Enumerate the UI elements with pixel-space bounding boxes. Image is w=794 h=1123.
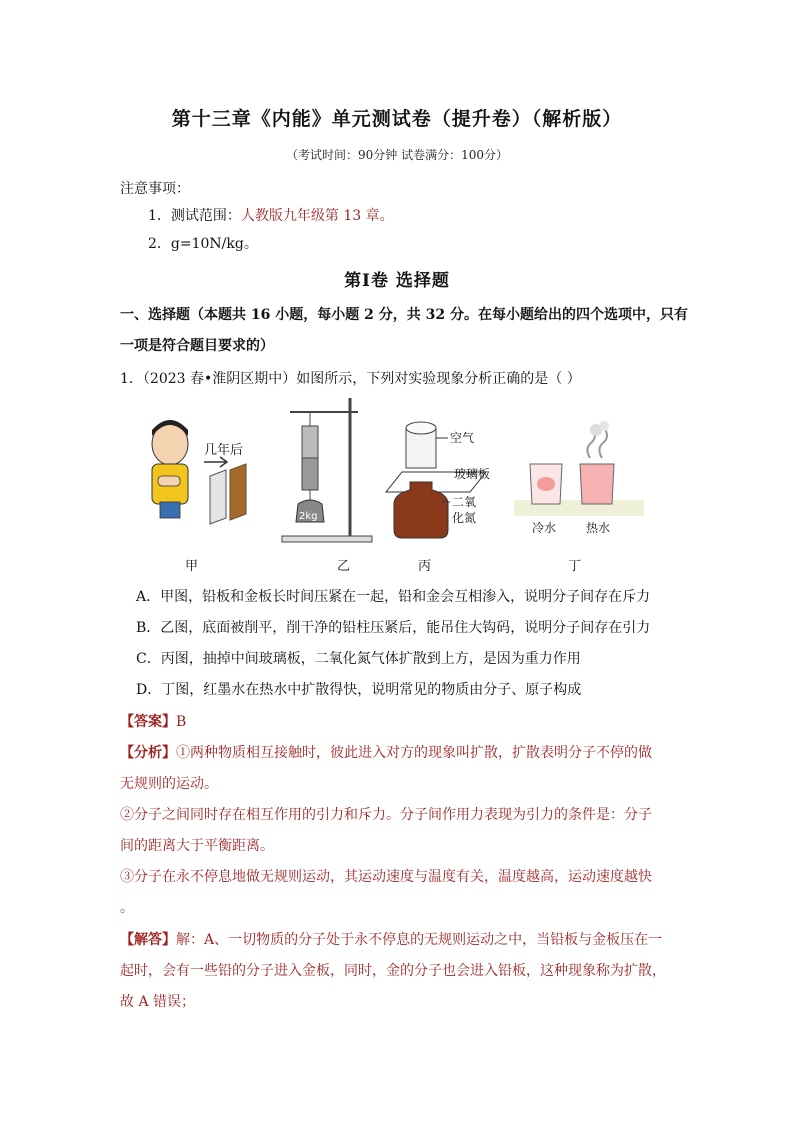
solution-line-1 <box>120 929 662 949</box>
figure-caption-ding: 丁 <box>568 559 582 574</box>
section-instruction-2: 一项是符合题目要求的） <box>120 338 274 354</box>
analysis-tag: 【分析】 <box>120 745 176 761</box>
option-a: A．甲图，铅板和金板长时间压紧在一起，铅和金会互相渗入，说明分子间存在斥力 <box>136 589 651 605</box>
notes-item-1 <box>148 205 394 225</box>
solution-line-3: 故 A 错误； <box>120 994 196 1010</box>
figure-weight-label: 2kg <box>299 511 318 522</box>
option-d: D．丁图，红墨水在热水中扩散得快，说明常见的物质由分子、原子构成 <box>136 682 582 698</box>
solution-tag: 【解答】 <box>120 932 176 948</box>
analysis-line-6: 。 <box>120 900 134 916</box>
answer-line <box>120 711 186 731</box>
figure-yi <box>282 398 372 542</box>
analysis-line-3: ②分子之间同时存在相互作用的引力和斥力。分子间作用力表现为引力的条件是：分子 <box>120 807 652 823</box>
question-1-stem: 1．（2023 春•淮阴区期中）如图所示，下列对实验现象分析正确的是（ ） <box>120 371 581 387</box>
figure-caption-yi: 乙 <box>337 559 351 574</box>
figure-caption-bing: 丙 <box>418 559 432 574</box>
notes-item-2: 2．g=10N/kg。 <box>148 236 258 252</box>
experiment-figure <box>130 392 670 577</box>
solution-line-2: 起时，会有一些铅的分子进入金板，同时，金的分子也会进入铅板，这种现象称为扩散， <box>120 963 666 979</box>
notes-heading: 注意事项： <box>120 181 190 197</box>
figure-gas-label-1: 二氧 <box>452 495 477 509</box>
figure-cold-water: 冷水 <box>532 521 557 535</box>
notes-item-1-prefix: 1．测试范围： <box>148 208 241 224</box>
figure-jia-text: 几年后 <box>204 443 244 458</box>
notes-item-1-value: 人教版九年级第 13 章。 <box>240 208 394 224</box>
figure-gas-label-2: 化氮 <box>452 511 477 525</box>
exam-info: （考试时间：90分钟 试卷满分：100分） <box>286 148 508 162</box>
option-b: B．乙图，底面被削平，削干净的铅柱压紧后，能吊住大钩码，说明分子间存在引力 <box>136 620 651 636</box>
section-instruction-1: 一、选择题（本题共 16 小题，每小题 2 分，共 32 分。在每小题给出的四个选项中，只有 <box>120 307 688 323</box>
page-title: 第十三章《内能》单元测试卷（提升卷）（解析版） <box>171 108 623 130</box>
solution-1: 解：A、一切物质的分子处于永不停息的无规则运动之中，当铅板与金板压在一 <box>176 932 663 948</box>
figure-glass-label: 玻璃板 <box>454 467 491 481</box>
section-title: 第Ⅰ卷 选择题 <box>344 271 450 291</box>
analysis-line-1 <box>120 742 652 762</box>
figure-hot-water: 热水 <box>586 521 611 535</box>
analysis-line-4: 间的距离大于平衡距离。 <box>120 838 274 854</box>
figure-jia <box>152 420 246 524</box>
analysis-line-5: ③分子在永不停息地做无规则运动，其运动速度与温度有关，温度越高，运动速度越快 <box>120 869 652 885</box>
figure-bing <box>386 422 490 538</box>
figure-ding <box>514 421 644 535</box>
option-c: C．丙图，抽掉中间玻璃板，二氧化氮气体扩散到上方，是因为重力作用 <box>136 651 581 667</box>
answer-tag: 【答案】 <box>120 714 176 730</box>
analysis-1a: ①两种物质相互接触时，彼此进入对方的现象叫扩散，扩散表明分子不停的做 <box>176 745 652 761</box>
figure-air-label: 空气 <box>450 431 475 445</box>
analysis-line-2: 无规则的运动。 <box>120 776 218 792</box>
answer-value: B <box>176 714 187 730</box>
figure-caption-jia: 甲 <box>185 559 199 574</box>
